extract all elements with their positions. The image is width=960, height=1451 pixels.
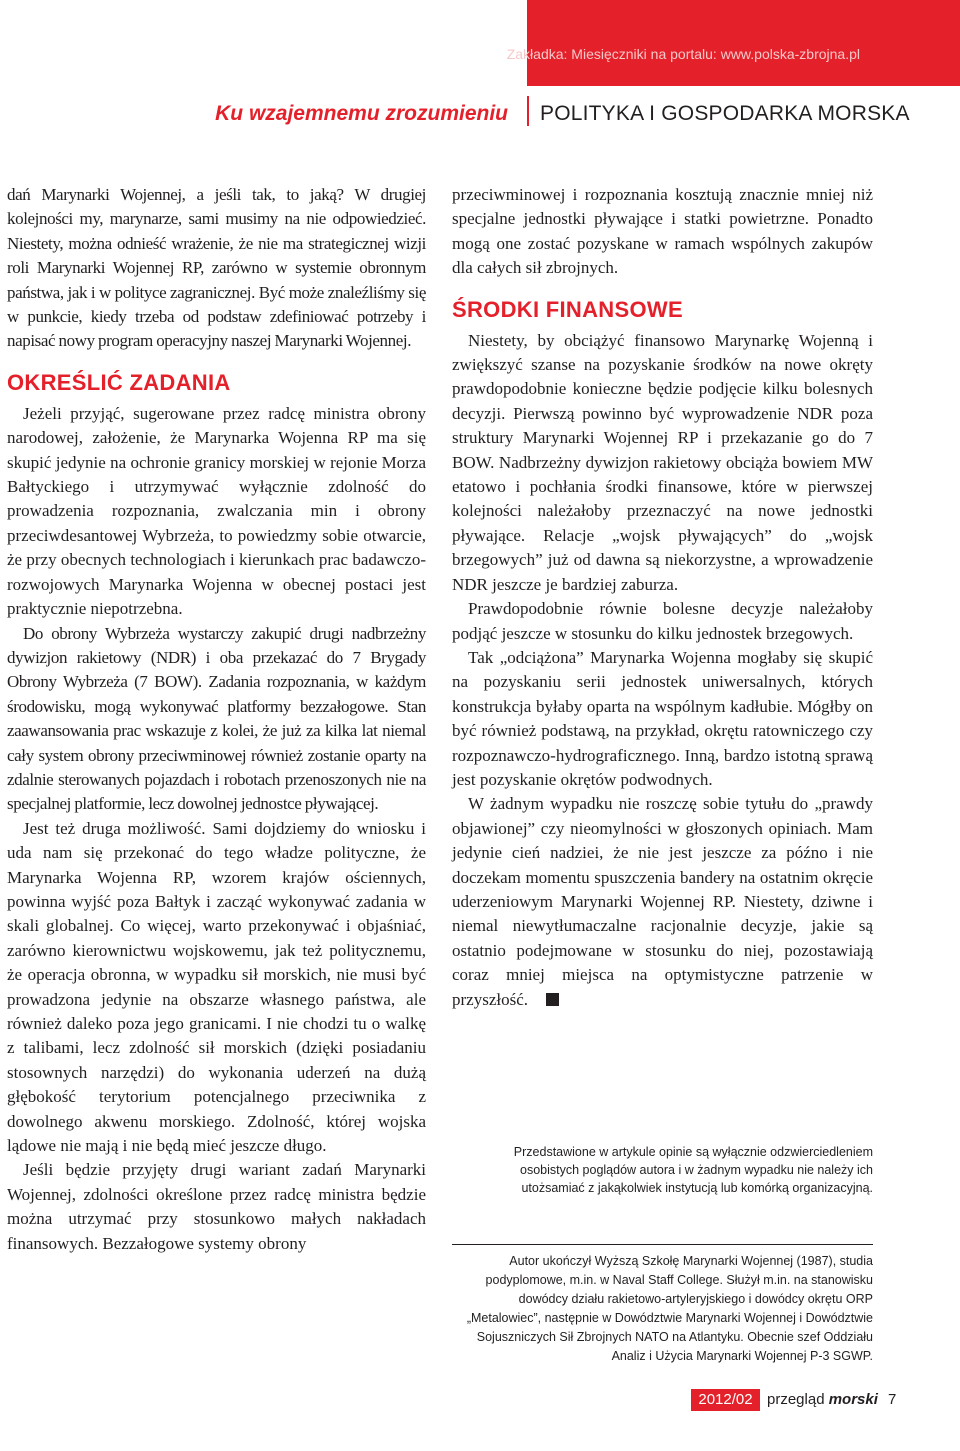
portal-bookmark-note: Zakładka: Miesięczniki na portalu: www.polska-zbrojna.pl	[506, 46, 860, 62]
left-paragraph-5: Jeśli będzie przyjęty drugi wariant zadań Marynarki Wojennej, zdolności określone przez radcę ministra będzie można utrzymać przy stosunkowo małych nakładach finansowych. Bezzałogowe systemy obrony	[7, 1160, 426, 1253]
left-column	[7, 183, 426, 1256]
issue-badge: 2012/02	[691, 1389, 760, 1411]
right-paragraph-5	[452, 792, 873, 1012]
page-footer	[0, 1385, 960, 1415]
bio-divider	[452, 1244, 873, 1245]
heading-okreslic-zadania: OKREŚLIĆ ZADANIA	[7, 369, 231, 395]
end-of-article-mark	[546, 993, 559, 1006]
right-column	[452, 183, 873, 1012]
magazine-name-accent: morski	[828, 1391, 878, 1408]
left-paragraph-4: Jest też druga możliwość. Sami dojdziemy do wniosku i uda nam się przekonać do tego władze polityczne, że Marynarka Wojenna RP, wzorem krajów ościennych, powinna wyjść poza Bałtyk i zacząć wykonywać zadania w skali globalnej. Co więcej, warto przekonywać i objaśniać, zarówno kierownictwu wojskowemu, jak też politycznemu, że operacja obronna, w wypadku sił morskich, nie musi być prowadzona jedynie na obszarze własnego państwa, ale również daleko poza jego granicami. I nie chodzi tu o walkę z talibami, lecz zdolność sił morskich (dzięki posiadaniu stosownych narzędzi) do wykonania uderzeń na dużą głębokość terytorium potencjalnego przeciwnika z dowolnego akwenu morskiego. Zdolność, której wojska lądowe nie mają i nie będą mieć jeszcze długo.	[7, 818, 426, 1156]
page-header	[0, 96, 960, 132]
series-title: Ku wzajemnemu zrozumieniu	[215, 102, 508, 125]
left-paragraph-3: Do obrony Wybrzeża wystarczy zakupić drugi nadbrzeżny dywizjon rakietowy (NDR) i oba przekazać do 7 Brygady Obrony Wybrzeża (7 BOW). Zadania rozpoznania, w każdym środowisku, mogą wykonywać platformy bezzałogowe. Stan zaawansowania prac wskazuje z kolei, że już za kilka lat niemal cały system obrony przeciwminowej również zostanie oparty na zdalnie sterowanych pojazdach i robotach przenoszonych nie na specjalnej platformie, lecz dowolnej jednostce pływającej.	[7, 623, 426, 814]
header-divider	[527, 96, 529, 126]
disclaimer-note: Przedstawione w artykule opinie są wyłącznie odzwierciedleniem osobistych poglądów autora i w żadnym wypadku nie należy ich utożsamiać z jakąkolwiek instytucją lub komórką organizacyjną.	[513, 1145, 873, 1195]
author-bio: Autor ukończył Wyższą Szkołę Marynarki Wojennej (1987), studia podyplomowe, m.in. w Naval Staff College. Służył m.in. na stanowisku dowódcy działu rakietowo-artyleryjskiego i dowódcy okrętu ORP „Metalowiec”, następnie w Dowództwie Marynarki Wojennej i Dowództwie Sojuszniczych Sił Zbrojnych NATO na Atlantyku. Obecnie szef Oddziału Analiz i Użycia Marynarki Wojennej P-3 SGWP.	[466, 1254, 873, 1363]
right-paragraph-3: Prawdopodobnie równie bolesne decyzje należałoby podjąć jeszcze w stosunku do kilku jednostek brzegowych.	[452, 599, 873, 643]
heading-srodki-finansowe: ŚRODKI FINANSOWE	[452, 296, 683, 322]
right-paragraph-1: przeciwminowej i rozpoznania kosztują znacznie mniej niż specjalne jednostki pływające i statki powietrzne. Ponadto mogą one zostać pozyskane w ramach wspólnych zakupów dla całych sił zbrojnych.	[452, 185, 873, 278]
magazine-name-main: przegląd	[767, 1391, 825, 1408]
section-title: POLITYKA I GOSPODARKA MORSKA	[540, 102, 910, 125]
right-paragraph-2: Niestety, by obciążyć finansowo Marynarkę Wojenną i zwiększyć szanse na pozyskanie środków na nowe okręty prawdopodobnie konieczne będzie podjęcie kilku bolesnych decyzji. Pierwszą powinno być wyprowadzenie NDR poza struktury Marynarki Wojennej RP i przekazanie go do 7 BOW. Nadbrzeżny dywizjon rakietowy obciąża bowiem MW etatowo i pochłania środki finansowe, które w pierwszej kolejności należałoby przeznaczyć na nowe jednostki pływające. Relacje „wojsk pływających” do „wojsk brzegowych” już od dawna są niekorzystne, a wprowadzenie NDR jeszcze je bardziej zaburza.	[452, 330, 873, 594]
page-number: 7	[888, 1391, 897, 1408]
top-banner	[527, 0, 960, 86]
left-paragraph-1: dań Marynarki Wojennej, a jeśli tak, to jaką? W drugiej kolejności my, marynarze, sami musimy na nie odpowiedzieć. Niestety, można odnieść wrażenie, że nie ma strategicznej wizji roli Marynarki Wojennej RP, zarówno w systemie obronnym państwa, jak i w polityce zagranicznej. Być może znaleźliśmy się w punkcie, kiedy trzeba od podstaw zdefiniować potrzeby i napisać nowy program operacyjny naszej Marynarki Wojennej.	[7, 185, 426, 351]
right-paragraph-4: Tak „odciążona” Marynarka Wojenna mogłaby się skupić na pozyskaniu serii jednostek uniwersalnych, których konstrukcja byłaby oparta na wspólnym kadłubie. Mógłby on być również podstawą, na przykład, okrętu ratowniczego czy rozpoznawczo-hydrograficznego. Inną, bardzo istotną sprawą jest pozyskanie okrętów podwodnych.	[452, 647, 873, 789]
left-paragraph-2: Jeżeli przyjąć, sugerowane przez radcę ministra obrony narodowej, założenie, że Marynarka Wojenna RP ma się skupić jedynie na ochronie granicy morskiej w rejonie Morza Bałtyckiego i utrzymywać wyłącznie zdolność do prowadzenia rozpoznania, zwalczania min i obrony przeciwdesantowej Wybrzeża, to powiedzmy sobie otwarcie, że przy obecnych technologiach i kierunkach prac badawczo-rozwojowych Marynarka Wojenna w obecnej postaci jest praktycznie niepotrzebna.	[7, 403, 426, 619]
right-paragraph-5-text: W żadnym wypadku nie roszczę sobie tytułu do „prawdy objawionej” czy nieomylności w głoszonych opiniach. Mam jedynie cień nadziei, że nie jest jeszcze za późno i nie doczekam momentu spuszczenia bandery na ostatnim okręcie uderzeniowym Marynarki Wojennej RP. Niestety, dziwne i niemal niewytłumaczalne racjonalnie decyzje, jakie są ostatnio podejmowane w stosunku do niej, pozostawiają coraz mniej miejsca na optymistyczne patrzenie w przyszłość.	[452, 794, 873, 1009]
magazine-name	[767, 1389, 878, 1411]
